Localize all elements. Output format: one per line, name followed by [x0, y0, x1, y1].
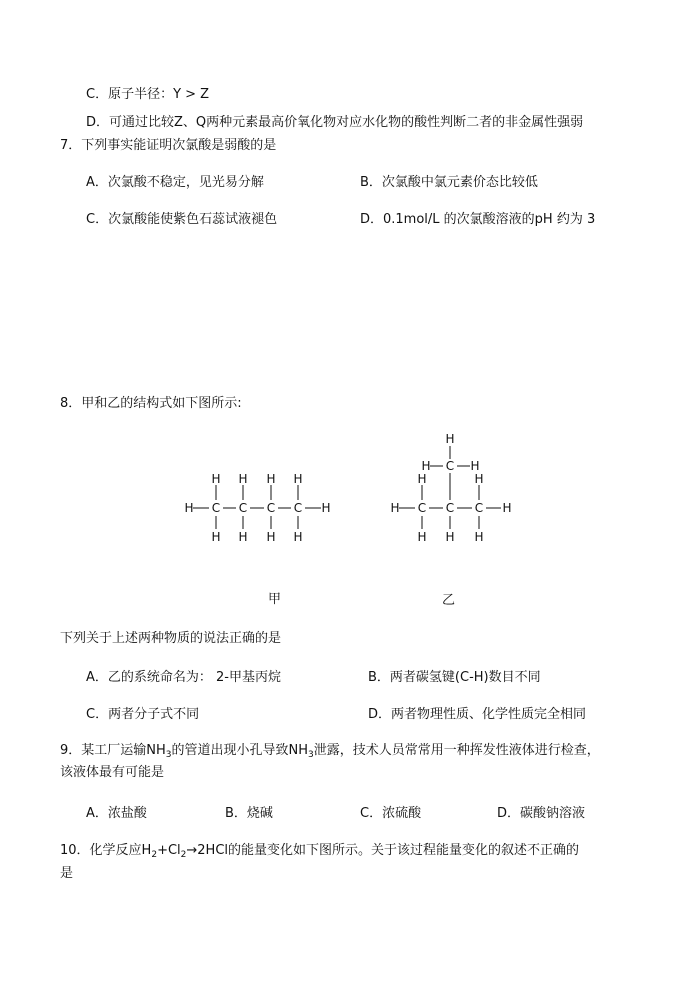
yi-methyl-c: C	[445, 459, 455, 473]
svg-text:H: H	[293, 472, 303, 486]
svg-text:H: H	[211, 530, 221, 544]
svg-text:H: H	[421, 459, 431, 473]
svg-text:H: H	[293, 530, 303, 544]
jia-c3: C	[266, 501, 276, 515]
svg-text:H: H	[474, 472, 484, 486]
q8-option-c: C．两者分子式不同	[86, 707, 200, 722]
svg-text:H: H	[266, 472, 276, 486]
q10-stem: 10．化学反应$H_2+Cl_2\to 2HCl$的能量变化如下图所示。关于该过程能量变化的叙述不正确的	[60, 843, 580, 860]
q8-option-a: A．乙的系统命名为： 2-甲基丙烷	[86, 670, 281, 685]
q8-option-b: B．两者碳氢键(C-H)数目不同	[368, 670, 541, 685]
svg-text:H: H	[266, 530, 276, 544]
yi-c1: C	[417, 501, 427, 515]
svg-text:H: H	[238, 472, 248, 486]
q6-option-d: D．可通过比较Z、Q两种元素最高价氧化物对应水化物的酸性判断二者的非金属性强弱	[86, 115, 584, 130]
q8-stem: 8．甲和乙的结构式如下图所示:	[60, 396, 242, 411]
q9-stem-line2: 该液体最有可能是	[60, 765, 165, 780]
svg-text:H: H	[417, 472, 427, 486]
svg-text:H: H	[470, 459, 480, 473]
q8-question: 下列关于上述两种物质的说法正确的是	[60, 631, 282, 646]
label-jia: 甲	[268, 592, 282, 607]
svg-text:H: H	[417, 530, 427, 544]
label-yi: 乙	[442, 593, 456, 608]
q7-stem: 7．下列事实能证明次氯酸是弱酸的是	[60, 138, 277, 153]
q7-option-b: B．次氯酸中氯元素价态比较低	[360, 175, 538, 190]
jia-c1: C	[211, 501, 221, 515]
q8-option-d: D．两者物理性质、化学性质完全相同	[368, 707, 587, 722]
yi-c2: C	[445, 501, 455, 515]
yi-c3: C	[474, 501, 484, 515]
jia-c4: C	[293, 501, 303, 515]
q7-option-c: C．次氯酸能使紫色石蕊试液褪色	[86, 212, 278, 227]
jia-h-left: H	[184, 501, 194, 515]
q9-option-d: D．碳酸钠溶液	[497, 806, 586, 821]
yi-h-left: H	[390, 501, 400, 515]
jia-c2: C	[238, 501, 248, 515]
jia-h-right: H	[321, 501, 331, 515]
q7-option-d: D．0.1mol/L 的次氯酸溶液的pH 约为 3	[360, 212, 596, 227]
q9-option-c: C．浓硫酸	[360, 806, 422, 821]
svg-text:H: H	[211, 472, 221, 486]
svg-text:H: H	[238, 530, 248, 544]
q7-option-a: A．次氯酸不稳定，见光易分解	[86, 175, 264, 190]
q9-option-a: A．浓盐酸	[86, 806, 147, 821]
q10-stem-line2: 是	[60, 866, 74, 881]
yi-h-right: H	[502, 501, 512, 515]
q6-option-c: C．原子半径：Y > Z	[86, 87, 210, 102]
structural-formulas-figure	[170, 425, 530, 550]
svg-text:H: H	[445, 432, 455, 446]
q9-option-b: B．烧碱	[225, 806, 273, 821]
svg-text:H: H	[474, 530, 484, 544]
q9-stem: 9．某工厂运输$NH_3$的管道出现小孔导致$NH_3$泄露，技术人员常常用一种挥发性液体进行检查，	[60, 743, 600, 760]
svg-text:H: H	[445, 530, 455, 544]
